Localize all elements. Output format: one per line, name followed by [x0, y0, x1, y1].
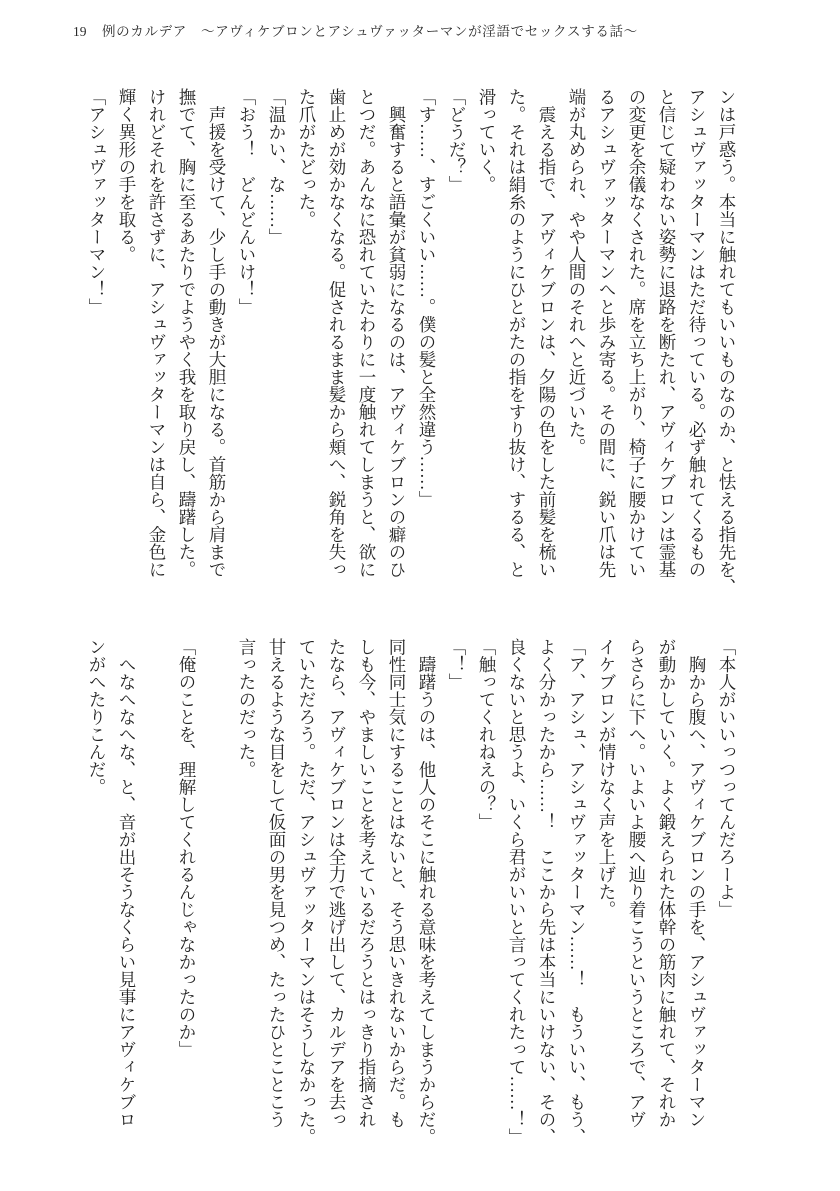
text-column: 言ったのだった。	[237, 638, 257, 778]
text-column: ンは戸惑う。本当に触れてもいいものなのか、と怯える指先を、	[717, 88, 737, 596]
dialogue-column: 「本人がいいっつってんだろーよ」	[717, 638, 737, 918]
text-column: 歯止めが効かなくなる。促されるまま髪から頬へ、鋭角を失っ	[327, 88, 347, 578]
text-column: 興奮すると語彙が貧弱になるのは、アヴィケブロンの癖のひ	[387, 88, 407, 578]
text-column: た。それは絹糸のようにひとがたの指をすり抜け、するる、と	[507, 88, 527, 578]
text-column: イケブロンが情けなく声を上げた。	[597, 638, 617, 918]
blank-column	[202, 638, 232, 1148]
text-column: るアシュヴァッターマンへと歩み寄る。その間に、鋭い爪は先	[597, 88, 617, 578]
text-column: 震える指で、アヴィケブロンは、夕陽の色をした前髪を梳い	[537, 88, 557, 578]
text-column: 撫でて、胸に至るあたりでようやく我を取り戻し、躊躇した。	[177, 88, 197, 578]
text-column: らさらに下へ。いよいよ腰へ辿り着こうというところで、アヴ	[627, 638, 647, 1128]
dialogue-column: 「アシュヴァッターマン！」	[87, 88, 107, 316]
text-column: 滑っていく。	[477, 88, 497, 193]
text-column: 輝く異形の手を取る。	[117, 88, 137, 263]
dialogue-column: 「触ってくれねえの？」	[477, 638, 497, 831]
dialogue-column: 「！」	[447, 638, 467, 691]
text-column: 甘えるような目をして仮面の男を見つめ、たったひとことこう	[267, 638, 287, 1128]
text-column: 端が丸められ、やや人間のそれへと近づいた。	[567, 88, 587, 456]
lower-text-block	[82, 638, 742, 1148]
dialogue-column: 「す……、すごくいい……。僕の髪と全然違う……」	[417, 88, 437, 508]
text-column: た爪がたどった。	[297, 88, 317, 228]
text-column: アシュヴァッターマンはただ待っている。必ず触れてくるもの	[687, 88, 707, 578]
text-column: ンがへたりこんだ。	[87, 638, 107, 796]
text-column: が動かしていく。よく鍛えられた体幹の筋肉に触れて、それか	[657, 638, 677, 1128]
dialogue-column: 良くないと思うよ、いくら君がいいと言ってくれたって……！」	[507, 638, 527, 1146]
text-column: しも今、やましいことを考えているだろうとはっきり指摘され	[357, 638, 377, 1128]
page-number: 19	[73, 24, 87, 39]
text-column: と信じて疑わない姿勢に退路を断たれ、アヴィケブロンは霊基	[657, 88, 677, 578]
text-column: 胸から腹へ、アヴィケブロンの手を、アシュヴァッターマン	[687, 638, 707, 1128]
text-column: の変更を余儀なくされた。席を立ち上がり、椅子に腰かけてい	[627, 88, 647, 578]
text-column: 躊躇うのは、他人のそこに触れる意味を考えてしまうからだ。	[417, 638, 437, 1146]
blank-column	[142, 638, 172, 1148]
running-header	[73, 22, 638, 42]
dialogue-column: 「おう！ どんどんいけ！」	[237, 88, 257, 316]
dialogue-column: 「温かい、な……」	[267, 88, 287, 246]
dialogue-column: 「ア、アシュ、アシュヴァッターマン……！ もういい、もう、	[567, 638, 587, 1146]
text-column: けれどそれを許さずに、アシュヴァッターマンは自ら、金色に	[147, 88, 167, 578]
text-column: とつだ。あんなに恐れていたわりに一度触れてしまうと、欲に	[357, 88, 377, 578]
text-column: ていただろう。ただ、アシュヴァッターマンはそうしなかった。	[297, 638, 317, 1146]
book-title: 例のカルデア ～アヴィケブロンとアシュヴァッターマンが淫語でセックスする話～	[102, 24, 638, 39]
text-column: 声援を受けて、少し手の動きが大胆になる。首筋から肩まで	[207, 88, 227, 578]
dialogue-column: 「どうだ？」	[447, 88, 467, 193]
dialogue-column: よく分かったから……！ ここから先は本当にいけない、その、	[537, 638, 557, 1146]
dialogue-column: 「俺のことを、理解してくれるんじゃなかったのか」	[177, 638, 197, 1058]
text-column: 同性同士気にすることはないと、そう思いきれないからだ。も	[387, 638, 407, 1128]
upper-text-block	[82, 88, 742, 598]
text-column: へなへなへな、と、音が出そうなくらい見事にアヴィケブロ	[117, 638, 137, 1128]
text-column: たなら、アヴィケブロンは全力で逃げ出して、カルデアを去っ	[327, 638, 347, 1128]
